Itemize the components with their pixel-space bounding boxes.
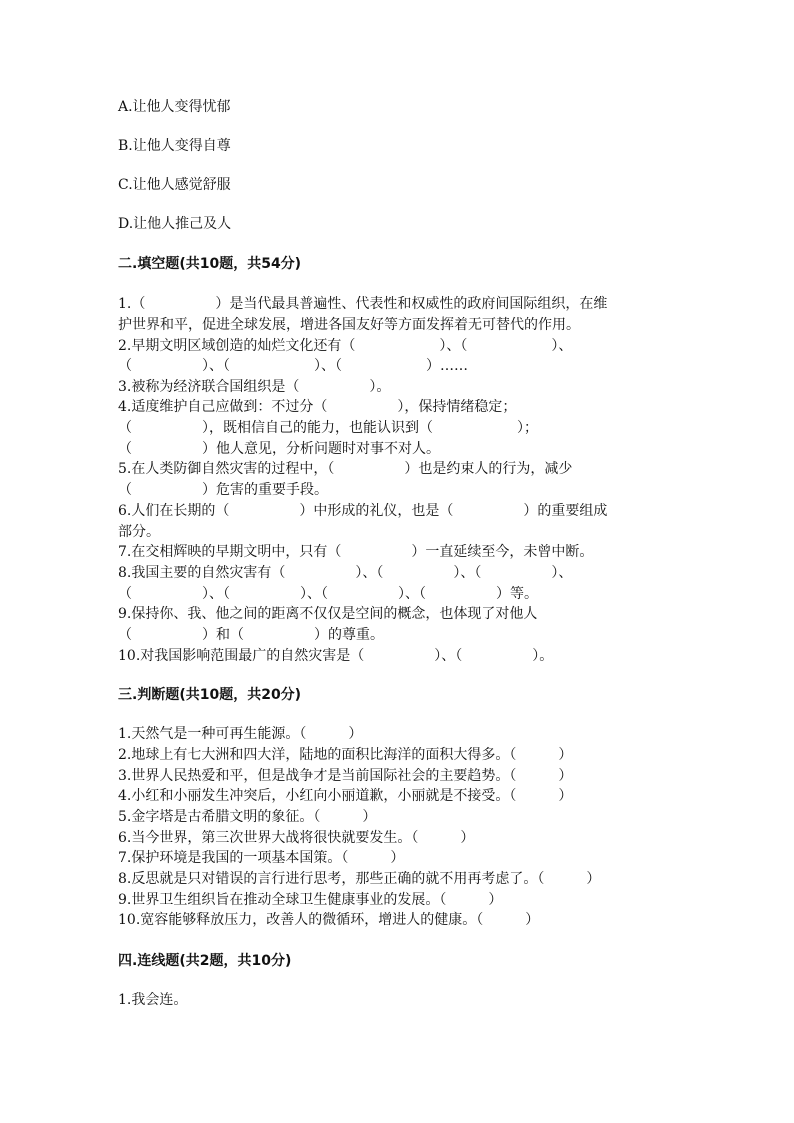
question-line: 3.被称为经济联合国组织是（ ）。 xyxy=(118,379,391,395)
judgement-line: 5.金字塔是古希腊文明的象征。（ ） xyxy=(118,809,377,825)
question-line: （ ），既相信自己的能力，也能认识到（ ）； xyxy=(118,420,538,436)
question-line: 护世界和平，促进全球发展，增进各国友好等方面发挥着无可替代的作用。 xyxy=(118,317,580,333)
question-line: 6.人们在长期的（ ）中形成的礼仪，也是（ ）的重要组成 xyxy=(118,503,608,519)
option-d: D.让他人推己及人 xyxy=(118,216,232,232)
judgement-line: 7.保护环境是我国的一项基本国策。（ ） xyxy=(118,850,405,866)
question-line: （ ）、（ ）、（ ）…… xyxy=(118,358,468,374)
question-line: 部分。 xyxy=(118,524,160,540)
judgement-line: 9.世界卫生组织旨在推动全球卫生健康事业的发展。（ ） xyxy=(118,892,503,908)
option-a: A.让他人变得忧郁 xyxy=(118,99,231,115)
question-line: （ ）和（ ）的尊重。 xyxy=(118,627,384,643)
question-line: 1.（ ）是当代最具普遍性、代表性和权威性的政府间国际组织，在维 xyxy=(118,296,608,312)
judgement-line: 1.天然气是一种可再生能源。（ ） xyxy=(118,726,363,742)
option-c: C.让他人感觉舒服 xyxy=(118,177,231,193)
question-line: 9.保持你、我、他之间的距离不仅仅是空间的概念，也体现了对他人 xyxy=(118,606,538,622)
section-heading-true-false: 三.判断题(共10题，共20分) xyxy=(118,687,302,703)
judgement-line: 6.当今世界，第三次世界大战将很快就要发生。（ ） xyxy=(118,830,475,846)
question-line: 5.在人类防御自然灾害的过程中，（ ）也是约束人的行为，减少 xyxy=(118,461,573,477)
judgement-line: 10.宽容能够释放压力，改善人的微循环，增进人的健康。（ ） xyxy=(118,912,540,928)
judgement-line: 8.反思就是只对错误的言行进行思考，那些正确的就不用再考虑了。（ ） xyxy=(118,871,601,887)
option-b: B.让他人变得自尊 xyxy=(118,138,231,154)
question-line: 4.适度维护自己应做到：不过分（ ），保持情绪稳定； xyxy=(118,399,517,415)
question-line: 7.在交相辉映的早期文明中，只有（ ）一直延续至今，未曾中断。 xyxy=(118,544,594,560)
judgement-line: 3.世界人民热爱和平，但是战争才是当前国际社会的主要趋势。（ ） xyxy=(118,768,573,784)
question-line: （ ）、（ ）、（ ）、（ ）等。 xyxy=(118,586,538,602)
matching-question: 1.我会连。 xyxy=(118,992,188,1008)
question-line: 8.我国主要的自然灾害有（ ）、（ ）、（ ）、 xyxy=(118,565,573,581)
question-line: 2.早期文明区域创造的灿烂文化还有（ ）、（ ）、 xyxy=(118,338,573,354)
section-heading-fill-in: 二.填空题(共10题，共54分) xyxy=(118,256,302,272)
judgement-line: 4.小红和小丽发生冲突后，小红向小丽道歉，小丽就是不接受。（ ） xyxy=(118,788,573,804)
judgement-line: 2.地球上有七大洲和四大洋，陆地的面积比海洋的面积大得多。（ ） xyxy=(118,747,573,763)
question-line: 10.对我国影响范围最广的自然灾害是（ ）、（ ）。 xyxy=(118,648,554,664)
section-heading-matching: 四.连线题(共2题，共10分) xyxy=(118,953,292,969)
question-line: （ ）他人意见，分析问题时对事不对人。 xyxy=(118,441,440,457)
question-line: （ ）危害的重要手段。 xyxy=(118,482,328,498)
